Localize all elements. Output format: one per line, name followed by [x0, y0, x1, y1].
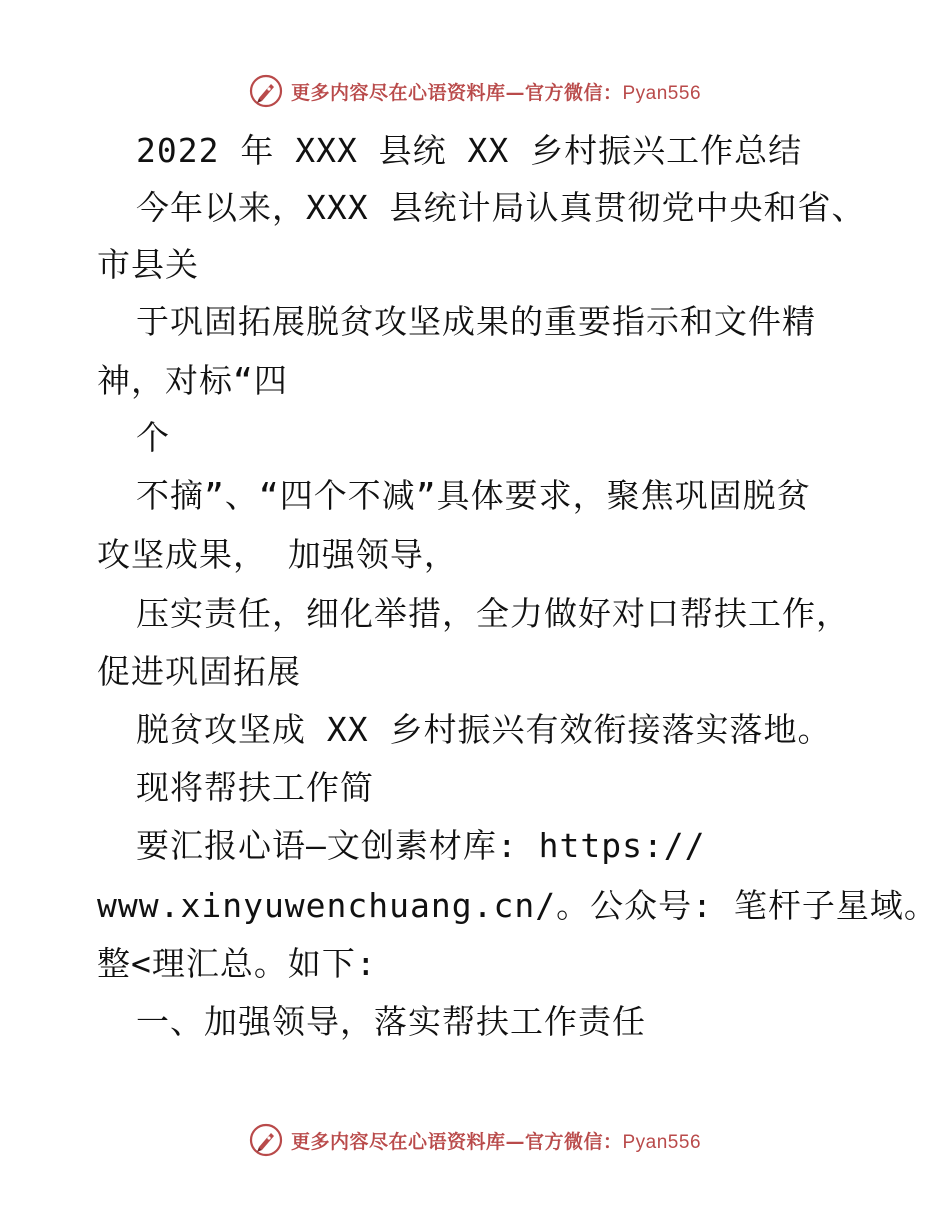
paragraph-line: 今年以来，XXX 县统计局认真贯彻党中央和省、 [136, 188, 866, 227]
paragraph-line: 整<理汇总。如下: [97, 944, 377, 983]
watermark-footer [0, 1120, 950, 1160]
paragraph-line: 神，对标“四 [97, 361, 288, 400]
paragraph-line: 不摘”、“四个不减”具体要求，聚焦巩固脱贫 [136, 476, 811, 515]
paragraph-line: 攻坚成果， 加强领导， [97, 535, 458, 574]
paragraph-line: 促进巩固拓展 [97, 652, 301, 691]
watermark-header [0, 71, 950, 111]
paragraph-line: 于巩固拓展脱贫攻坚成果的重要指示和文件精 [136, 302, 816, 341]
paragraph-line: 脱贫攻坚成 XX 乡村振兴有效衔接落实落地。 [136, 710, 832, 749]
section-heading: 一、加强领导，落实帮扶工作责任 [136, 1002, 646, 1041]
paragraph-line: 个 [136, 418, 170, 457]
pen-logo-icon [249, 1123, 283, 1157]
paragraph-line: 市县关 [97, 245, 199, 284]
watermark-text: 更多内容尽在心语资料库—官方微信：Pyan556 [290, 81, 702, 104]
watermark-text: 更多内容尽在心语资料库—官方微信：Pyan556 [290, 1130, 702, 1153]
pen-logo-icon [249, 74, 283, 108]
document-title: 2022 年 XXX 县统 XX 乡村振兴工作总结 [136, 131, 803, 170]
paragraph-line: 现将帮扶工作简 [136, 768, 374, 807]
paragraph-line: 要汇报心语—文创素材库: https:// [136, 826, 706, 865]
paragraph-line: 压实责任，细化举措，全力做好对口帮扶工作， [136, 594, 850, 633]
paragraph-line: www.xinyuwenchuang.cn/。公众号: 笔杆子星域。 [97, 886, 938, 925]
